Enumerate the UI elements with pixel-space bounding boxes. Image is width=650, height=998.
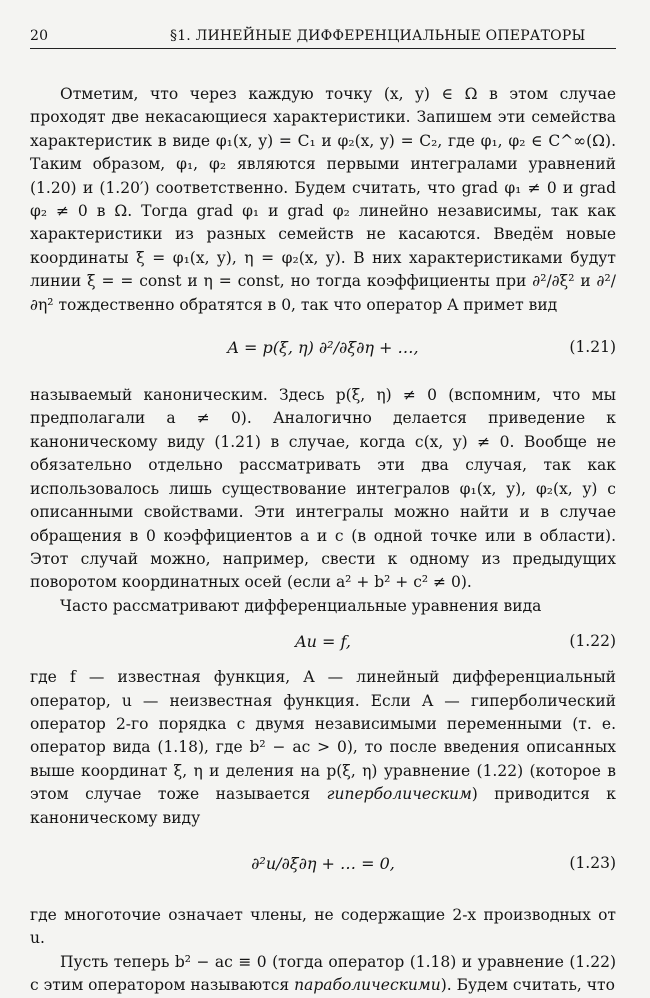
paragraph: [30, 666, 616, 830]
equation-1-22: [30, 622, 616, 662]
paragraph-text: Пусть теперь b² − ac ≡ 0 (тогда оператор (1.18) и уравнение (1.22) с этим оператором называются: [30, 952, 616, 995]
paragraph-text: называемый каноническим. Здесь p(ξ, η) ≠ 0 (вспомним, что мы предполагали a ≠ 0). Аналогично делается приведение к каноническому виду (1.21) в случае, когда c(x, y) ≠ 0. Вообще не обязательно отдельно рассматривать эти два случая, так как использовалось лишь существование интегралов φ₁(x, y), φ₂(x, y) с описанными свойствами. Эти интегралы можно найти и в случае обращения в 0 коэффициентов a и c (в одной точке или в области). Этот случай можно, например, свести к одному из предыдущих поворотом координатных осей (если a² + b² + c² ≠ 0).: [30, 386, 616, 592]
paragraph-text: Часто рассматривают дифференциальные уравнения вида: [60, 596, 542, 615]
page-header: [30, 26, 616, 49]
paragraph: [30, 384, 616, 595]
paragraph-text: Отметим, что через каждую точку (x, y) ∈ Ω в этом случае проходят две некасающиеся характеристики. Запишем эти семейства характеристик в виде φ₁(x, y) = C₁ и φ₂(x, y) = C₂, где φ₁, φ₂ ∈ C^∞(Ω). Таким образом, φ₁, φ₂ являются первыми интегралами уравнений (1.20) и (1.20′) соответственно. Будем считать, что grad φ₁ ≠ 0 и grad φ₂ ≠ 0 в Ω. Тогда grad φ₁ и grad φ₂ линейно независимы, так как характеристики из разных семейств не касаются. Введём новые координаты ξ = φ₁(x, y), η = φ₂(x, y). В них характеристиками будут линии ξ = = const и η = const, но тогда коэффициенты при ∂²/∂ξ² и ∂²/∂η² тождественно обратятся в 0, так что оператор A примет вид: [30, 85, 616, 314]
emphasized-term: гиперболическим: [326, 785, 472, 804]
paragraph: [30, 904, 616, 951]
emphasized-term: параболическими: [294, 976, 441, 995]
equation-1-23: [30, 830, 616, 896]
paragraph-text: ) приводится к каноническому виду: [30, 785, 616, 827]
running-title: §1. ЛИНЕЙНЫЕ ДИФФЕРЕНЦИАЛЬНЫЕ ОПЕРАТОРЫ: [170, 28, 586, 44]
paragraph: [30, 83, 616, 317]
equation-number: (1.21): [569, 338, 616, 357]
paragraph-text: где многоточие означает члены, не содержащие 2-х производных от u.: [30, 905, 616, 948]
equation-1-21: [30, 322, 616, 376]
paragraph-text: где f — известная функция, A — линейный дифференциальный оператор, u — неизвестная функция. Если A — гиперболический оператор 2-го порядка с двумя независимыми переменными (т. е. оператор вида (1.18), где b² − ac > 0), то после введения описанных выше координат ξ, η и деления на p(ξ, η) уравнение (1.22) (которое в этом случае тоже называется: [30, 668, 616, 804]
equation-expression: ∂²u/∂ξ∂η + … = 0,: [251, 853, 395, 873]
paragraph-text: ). Будем считать, что: [440, 976, 615, 995]
paragraph: [30, 951, 616, 998]
page-body: [30, 83, 616, 998]
equation-number: (1.23): [569, 853, 616, 872]
page-number: 20: [30, 28, 49, 44]
equation-expression: A = p(ξ, η) ∂²/∂ξ∂η + …,: [227, 338, 419, 358]
equation-number: (1.22): [569, 632, 616, 651]
equation-expression: Au = f,: [295, 632, 351, 652]
paragraph: [30, 595, 616, 618]
